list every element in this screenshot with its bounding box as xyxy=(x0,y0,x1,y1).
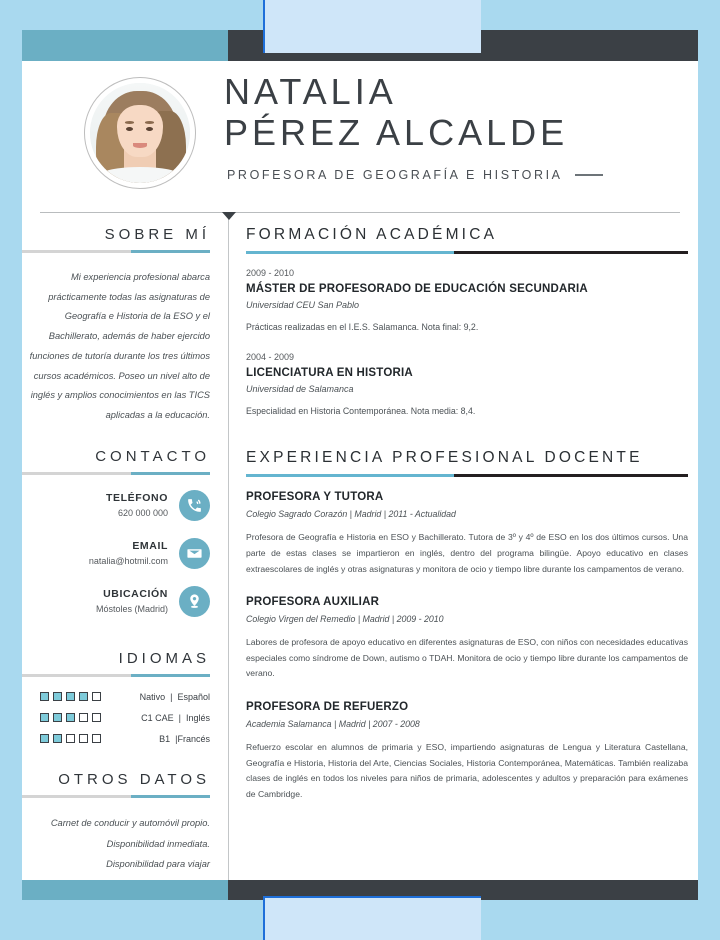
other-data-line: Carnet de conducir y automóvil propio. xyxy=(50,817,210,828)
experience-title: PROFESORA Y TUTORA xyxy=(246,491,384,504)
section-education xyxy=(246,226,688,418)
education-title: LICENCIATURA EN HISTORIA xyxy=(246,366,413,379)
about-text: Mi experiencia profesional abarca prácticamente todas las asignaturas de Geografía e Historia de la ESO y el Bachillerato, además de haber ejercido funciones de tutoría durante los tres últimos cursos académicos. Poseo un nivel alto de inglés y amplios conocimientos en las TICS aplicadas a la educación. xyxy=(29,272,210,420)
language-level: C1 CAE xyxy=(141,712,174,723)
language-rating xyxy=(40,734,101,743)
language-name: Inglés xyxy=(185,712,210,723)
section-rule-education xyxy=(246,251,688,254)
experience-meta: Colegio Sagrado Corazón | Madrid | 2011 - Actualidad xyxy=(246,509,456,520)
section-title-education: FORMACIÓN ACADÉMICA xyxy=(246,226,498,243)
sidebar xyxy=(22,226,222,875)
education-dates: 2009 - 2010 xyxy=(246,268,295,278)
other-data-line: Disponibilidad para viajar xyxy=(106,859,210,870)
education-description: Especialidad en Historia Contemporánea. Nota media: 8,4. xyxy=(246,405,476,416)
contact-value-email: natalia@hotmil.com xyxy=(88,556,168,567)
contact-value-phone: 620 000 000 xyxy=(117,508,168,519)
decorative-grid-tape-bottom xyxy=(263,896,481,940)
other-data-line: Disponibilidad inmediata. xyxy=(106,838,210,849)
footer-bar-teal xyxy=(22,880,228,900)
language-name: Español xyxy=(177,691,210,702)
avatar xyxy=(84,77,196,189)
section-rule-other-data xyxy=(22,795,210,798)
section-contact xyxy=(22,448,210,617)
language-row xyxy=(22,692,210,702)
location-pin-icon xyxy=(179,586,210,617)
last-name: PÉREZ ALCALDE xyxy=(224,112,569,154)
education-description: Prácticas realizadas en el I.E.S. Salamanca. Nota final: 9,2. xyxy=(246,322,479,332)
avatar-photo xyxy=(90,83,190,183)
experience-title: PROFESORA DE REFUERZO xyxy=(246,701,409,714)
section-rule-contact xyxy=(22,472,210,475)
experience-item xyxy=(246,491,688,577)
language-label: C1 CAE | Inglés xyxy=(141,712,210,723)
section-rule-experience xyxy=(246,474,688,477)
section-title-languages: IDIOMAS xyxy=(118,649,210,667)
contact-value-location: Móstoles (Madrid) xyxy=(95,604,168,615)
main-content xyxy=(246,226,688,822)
phone-icon xyxy=(179,490,210,521)
section-title-about: SOBRE MÍ xyxy=(104,226,210,243)
role-row xyxy=(227,168,603,182)
experience-description: Refuerzo escolar en alumnos de primaria y ESO, impartiendo asignaturas de Lengua y Literatura Castellana, Geografía e Historia, Historia del Arte, Ciencias Sociales, Historia Contemporánea, Matemáticas. También realizaba clases de inglés en todos los niveles para niños de primaria, adolescentes y adultos y preparación para exámenes de Cambridge. xyxy=(246,742,688,800)
language-rating xyxy=(40,713,101,722)
resume-header xyxy=(22,61,698,211)
section-title-experience: EXPERIENCIA PROFESIONAL DOCENTE xyxy=(246,449,643,467)
language-level: B1 xyxy=(159,733,171,744)
header-bar-teal xyxy=(22,30,228,61)
contact-item-location[interactable] xyxy=(22,586,210,617)
section-rule-about xyxy=(22,250,210,253)
section-title-other-data: OTROS DATOS xyxy=(58,770,210,788)
language-label: B1 |Francés xyxy=(159,733,210,744)
section-experience xyxy=(246,449,688,802)
experience-meta: Academia Salamanca | Madrid | 2007 - 2008 xyxy=(246,719,420,730)
language-row xyxy=(22,734,210,744)
section-languages xyxy=(22,650,210,744)
education-item xyxy=(246,268,688,335)
job-role: PROFESORA DE GEOGRAFÍA E HISTORIA xyxy=(227,167,563,182)
section-other-data xyxy=(22,771,210,876)
name-block xyxy=(224,71,603,182)
contact-label-location: UBICACIÓN xyxy=(103,588,168,601)
contact-label-email: EMAIL xyxy=(132,540,168,553)
experience-title: PROFESORA AUXILIAR xyxy=(246,596,380,609)
language-row xyxy=(22,713,210,723)
language-level: Nativo xyxy=(139,691,166,702)
education-dates: 2004 - 2009 xyxy=(246,351,295,362)
education-institution: Universidad CEU San Pablo xyxy=(246,300,360,310)
first-name: NATALIA xyxy=(224,71,397,112)
envelope-icon xyxy=(179,538,210,569)
contact-label-phone: TELÉFONO xyxy=(106,492,168,505)
experience-meta: Colegio Virgen del Remedio | Madrid | 2009 - 2010 xyxy=(246,614,444,625)
experience-item xyxy=(246,701,688,803)
divider-triangle-marker xyxy=(222,212,236,220)
experience-item xyxy=(246,596,688,682)
section-rule-languages xyxy=(22,674,210,677)
language-label: Nativo | Español xyxy=(139,691,210,702)
role-dash xyxy=(575,174,603,176)
language-rating xyxy=(40,692,101,701)
contact-item-phone[interactable] xyxy=(22,490,210,521)
education-title: MÁSTER DE PROFESORADO DE EDUCACIÓN SECUNDARIA xyxy=(246,283,588,295)
experience-description: Labores de profesora de apoyo educativo en diferentes asignaturas de ESO, con niños con necesidades educativas especiales como síndrome de Down, autismo o TDAH. Monitora de ocio y tiempo libre durante los campamentos de verano. xyxy=(246,637,688,679)
language-name: Francés xyxy=(177,733,210,744)
contact-item-email[interactable] xyxy=(22,538,210,569)
section-about xyxy=(22,226,210,426)
decorative-grid-tape-top xyxy=(263,0,481,53)
education-institution: Universidad de Salamanca xyxy=(246,383,354,394)
header-divider xyxy=(40,212,680,213)
education-item xyxy=(246,352,688,419)
experience-description: Profesora de Geografía e Historia en ESO y Bachillerato. Tutora de 3º y 4º de ESO en los dos últimos cursos. Una parte de estas clases se impartieron en inglés, dentro del programa bilingüe. Apoyo educativo en clases extraescolares de inglés y otras asignaturas y monitora de ocio y tiempo libre durante los campamentos de verano. xyxy=(246,532,688,574)
column-separator xyxy=(228,212,229,880)
section-title-contact: CONTACTO xyxy=(95,447,210,465)
